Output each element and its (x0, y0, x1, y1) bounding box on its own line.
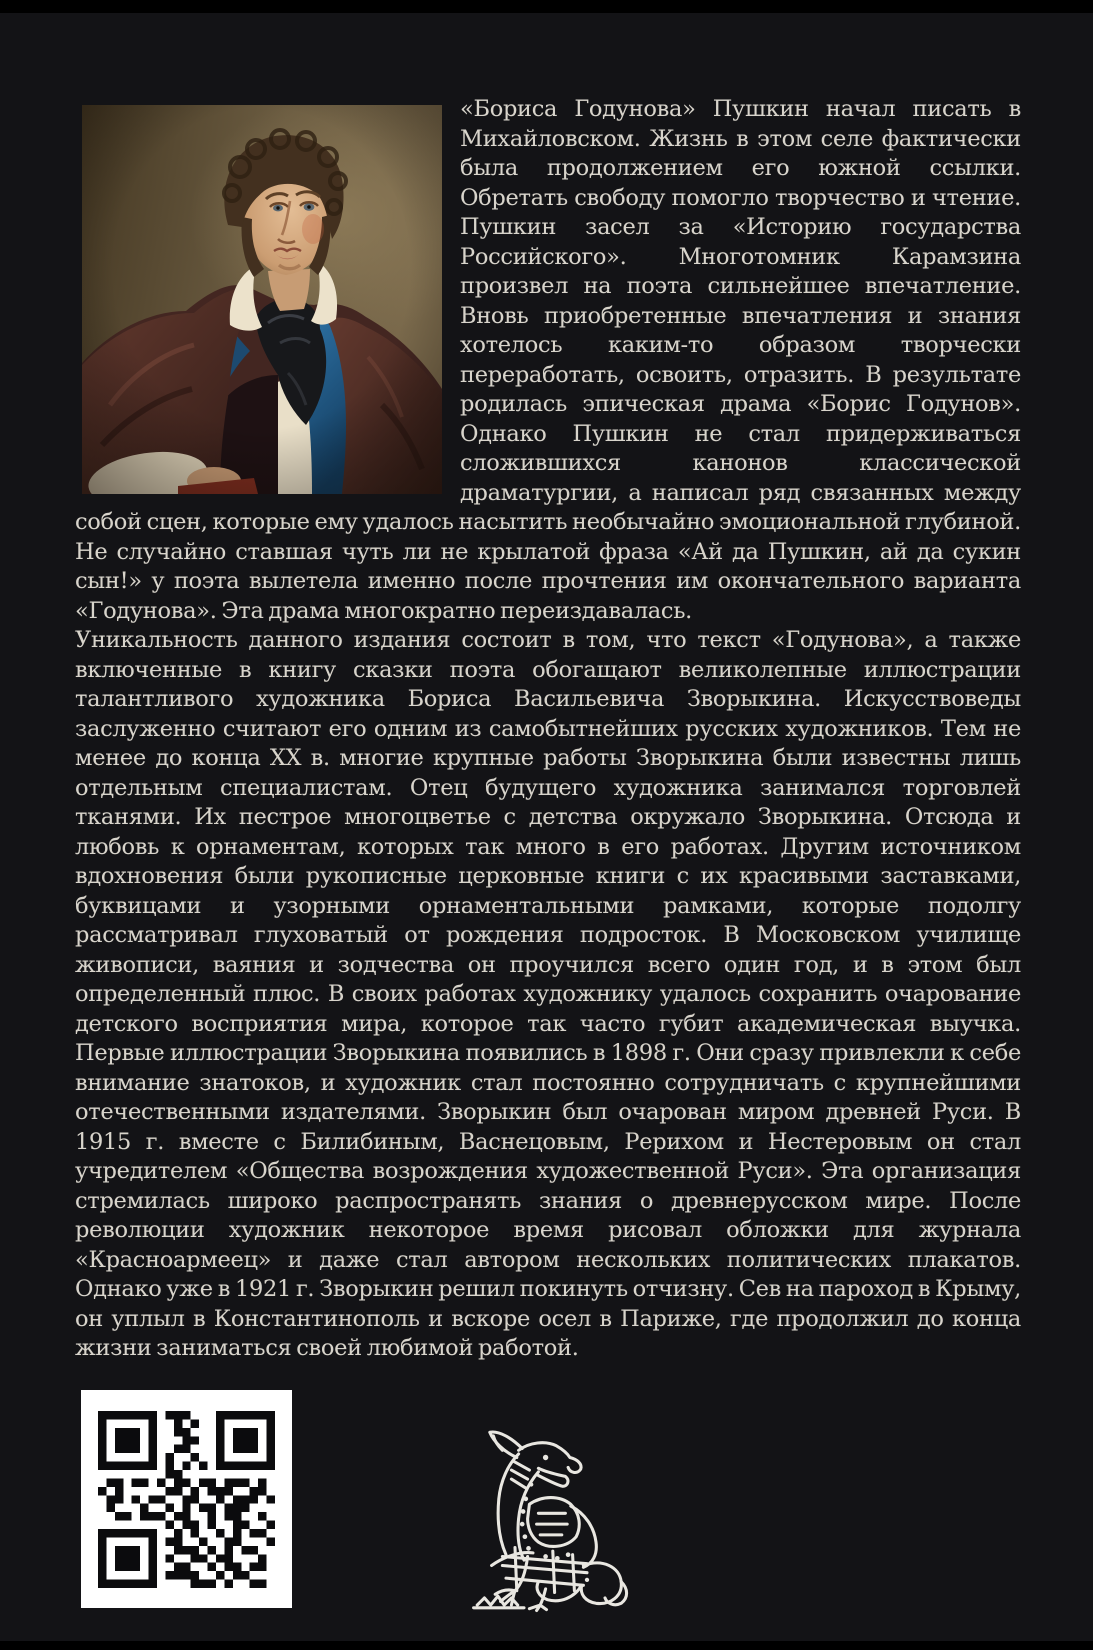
dragon-icon (452, 1412, 632, 1620)
pushkin-portrait (82, 105, 442, 494)
dragon-publisher-logo (452, 1412, 632, 1620)
pushkin-portrait-painting (82, 105, 442, 494)
blurb-paragraph-2: Уникальность данного издания состоит в том, что текст «Годунова», а также включенные в книгу сказки поэта обогащают великолепные иллюстрации талантливого художника Бориса Васильевича Зворыкина. Искусствоведы заслуженно считают его одним из самобытнейших русских художников. Тем не менее до конца XX в. многие крупные работы Зворыкина были известны лишь отдельным специалистам. Отец будущего художника занимался торговлей тканями. Их пестрое многоцветье с детства окружало Зворыкина. Отсюда и любовь к орнаментам, которых так много в его работах. Другим источником вдохновения были рукописные церковные книги с их красивыми заставками, буквицами и узорными орнаментальными рамками, которые подолгу рассматривал глуховатый от рождения подросток. В Московском училище живописи, ваяния и зодчества он проучился всего один год, и в этом был определенный плюс. В своих работах художнику удалось сохранить очарование детского восприятия мира, которое так часто губит академическая выучка. Первые иллюстрации Зворыкина появились в 1898 г. Они сразу привлекли к себе внимание знатоков, и художник стал постоянно сотрудничать с крупнейшими отечественными издателями. Зворыкин был очарован миром древней Руси. В 1915 г. вместе с Билибиным, Васнецовым, Рерихом и Нестеровым он стал учредителем «Общества возрождения художественной Руси». Эта организация стремилась широко распространять знания о древнерусском мире. После революции художник некоторое время рисовал обложки для журнала «Красноармеец» и даже стал автором нескольких политических плакатов. Однако уже в 1921 г. Зворыкин решил покинуть отчизну. Сев на пароход в Крыму, он уплыл в Константинополь и вскоре осел в Париже, где продолжил до конца жизни заниматься своей любимой работой. (75, 627, 1021, 1361)
annotation-text-block (75, 95, 1021, 1364)
qr-code (81, 1390, 292, 1608)
qr-code-icon (98, 1411, 275, 1588)
blurb-paragraph-1: «Бориса Годунова» Пушкин начал писать в Михайловском. Жизнь в этом селе фактически была продолжением его южной ссылки. Обретать свободу помогло творчество и чтение. Пушкин засел за «Историю государства Российского». Многотомник Карамзина произвел на поэта сильнейшее впечатление. Вновь приобретенные впечатления и знания хотелось каким-то образом творчески переработать, освоить, отразить. В результате родилась эпическая драма «Борис Годунов». Однако Пушкин не стал придерживаться сложившихся канонов классической драматургии, а написал ряд связанных между собой сцен, которые ему удалось насытить необычайно эмоциональной глубиной. Не случайно ставшая чуть ли не крылатой фраза «Ай да Пушкин, ай да сукин сын!» у поэта вылетела именно после прочтения им окончательного варианта «Годунова». Эта драма многократно переиздавалась. (75, 96, 1021, 624)
page-bottom-edge (0, 1641, 1093, 1650)
page-top-edge (0, 0, 1093, 13)
